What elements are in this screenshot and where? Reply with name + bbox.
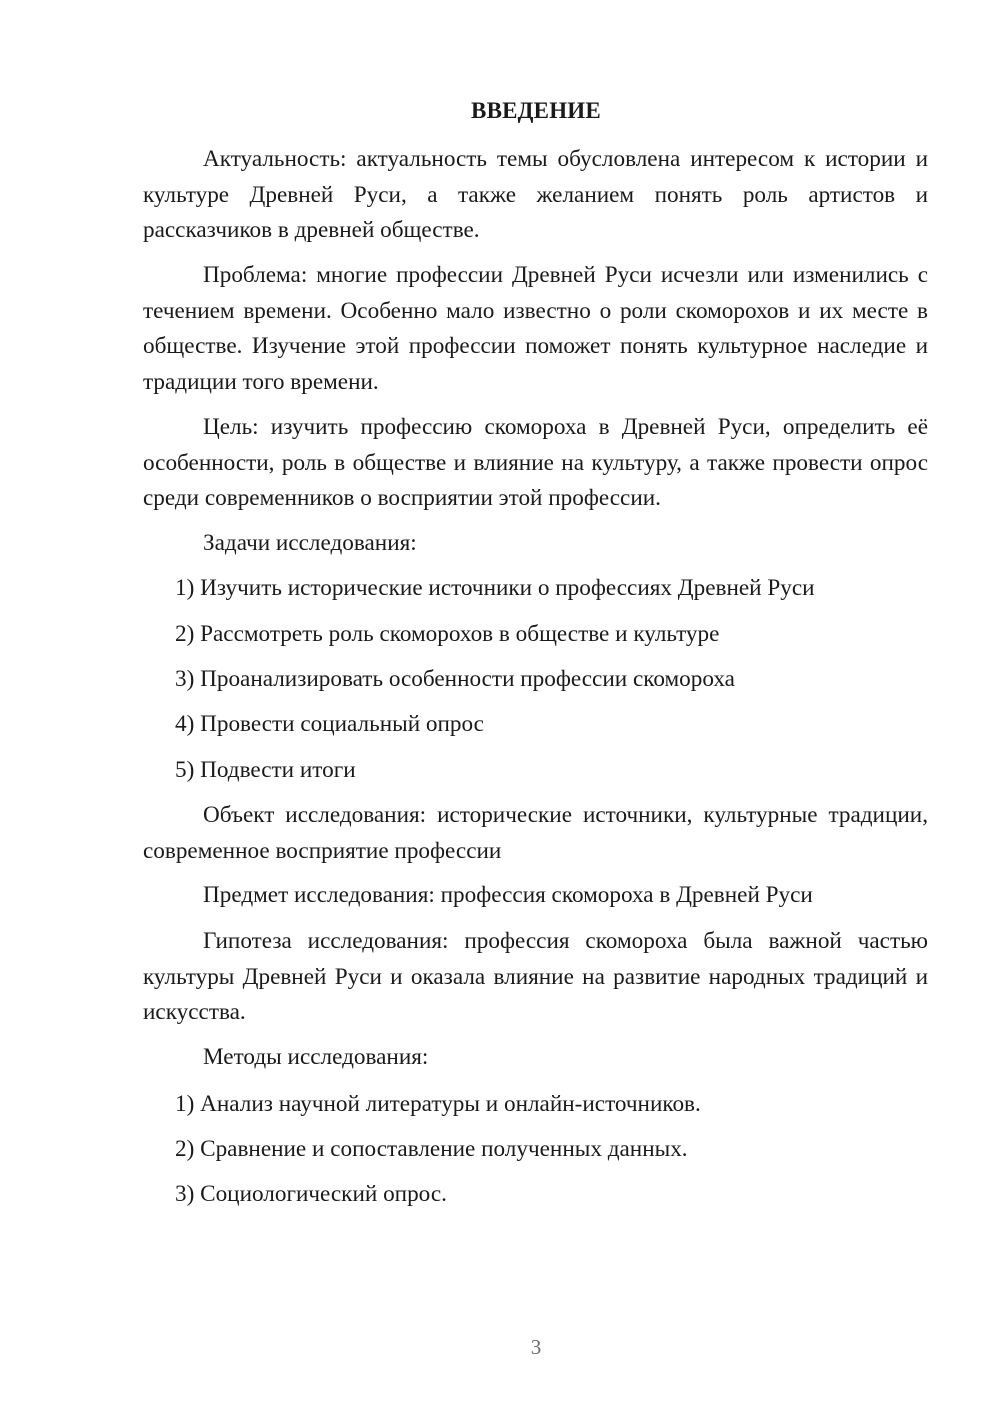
tasks-heading: Задачи исследования: [203,530,417,556]
relevance-paragraph: Актуальность: актуальность темы обусловлена интересом к истории и культуре Древней Руси, а также желанием понять роль артистов и рассказчиков в древней обществе. [143,146,928,243]
method-list-item: 2) Сравнение и сопоставление полученных данных. [175,1136,688,1162]
subject-paragraph: Предмет исследования: профессия скомороха в Древней Руси [203,882,813,908]
methods-heading: Методы исследования: [203,1044,429,1070]
object-paragraph: Объект исследования: исторические источники, культурные традиции, современное восприятие профессии [143,802,928,864]
task-list-item: 3) Проанализировать особенности профессии скомороха [175,666,735,692]
method-list-item: 1) Анализ научной литературы и онлайн-источников. [175,1091,701,1117]
hypothesis-paragraph: Гипотеза исследования: профессия скомороха была важной частью культуры Древней Руси и оказала влияние на развитие народных традиций и искусства. [143,928,928,1025]
goal-paragraph: Цель: изучить профессию скомороха в Древней Руси, определить её особенности, роль в обществе и влияние на культуру, а также провести опрос среди современников о восприятии этой профессии. [143,414,928,511]
task-list-item: 2) Рассмотреть роль скоморохов в обществе и культуре [175,621,720,647]
method-list-item: 3) Социологический опрос. [175,1181,447,1207]
section-heading: ВВЕДЕНИЕ [471,98,601,123]
page-number: 3 [530,1335,542,1359]
task-list-item: 5) Подвести итоги [175,757,356,783]
problem-paragraph: Проблема: многие профессии Древней Руси исчезли или изменились с течением времени. Особенно мало известно о роли скоморохов и их месте в обществе. Изучение этой профессии поможет понять культурное наследие и традиции того времени. [143,262,928,395]
task-list-item: 1) Изучить исторические источники о профессиях Древней Руси [175,575,815,601]
task-list-item: 4) Провести социальный опрос [175,711,484,737]
